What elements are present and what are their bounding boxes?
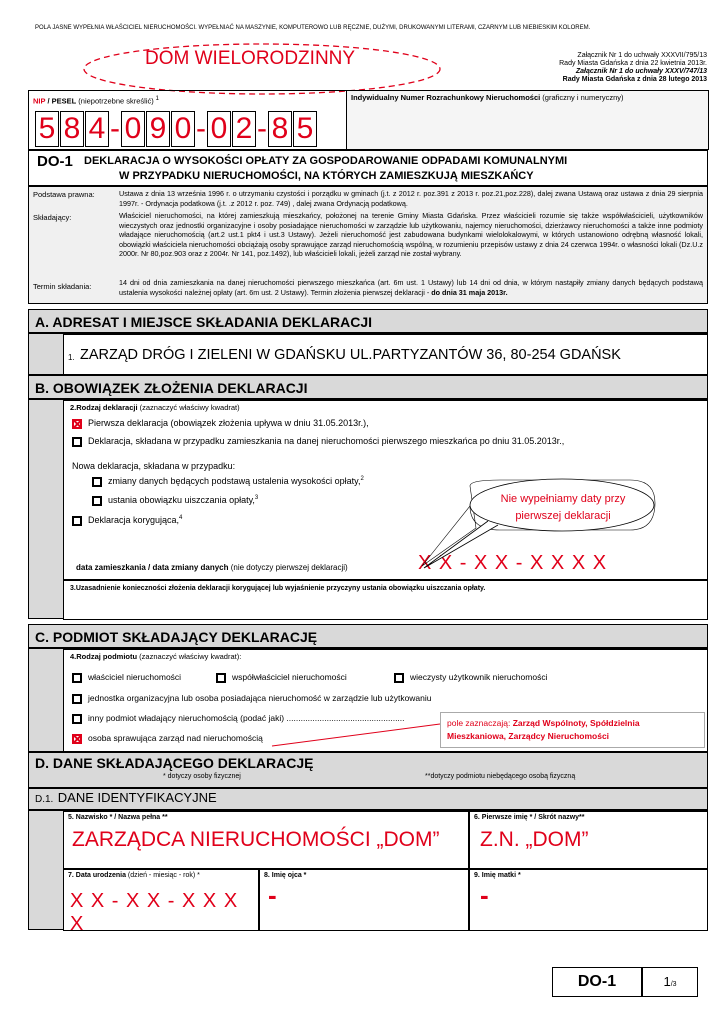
nip-digit: - bbox=[110, 112, 120, 145]
subsection-d1-title: DANE IDENTYFIKACYJNE bbox=[57, 790, 217, 805]
date-label: data zamieszkania / data zmiany danych (nie dotyczy pierwszej deklaracji) bbox=[76, 563, 348, 572]
nip-digit: 9 bbox=[146, 111, 170, 147]
entity-type-label: 4.Rodzaj podmiotu (zaznaczyć właściwy kwadrat): bbox=[70, 652, 242, 661]
option-property-manager[interactable]: osoba sprawująca zarząd nad nieruchomością bbox=[72, 733, 263, 744]
title-line2: W PRZYPADKU NIERUCHOMOŚCI, NA KTÓRYCH ZAMIESZKUJĄ MIESZKAŃCY bbox=[119, 170, 534, 182]
field-5-value: ZARZĄDCA NIERUCHOMOŚCI „DOM” bbox=[72, 828, 440, 851]
option-other-entity[interactable]: inny podmiot władający nieruchomością (podać jaki) .................................................. bbox=[72, 713, 405, 724]
deadline-label: Termin składania: bbox=[33, 282, 92, 291]
date-value: X X - X X - X X X X bbox=[418, 552, 608, 574]
checkbox-icon[interactable] bbox=[72, 516, 82, 526]
field-7-value: X X - X X - X X X X bbox=[70, 890, 239, 935]
option-first-declaration[interactable]: Pierwsza deklaracja (obowiązek złożenia upływa w dniu 31.05.2013r.), bbox=[72, 418, 369, 429]
subsection-d1-header bbox=[28, 788, 708, 810]
justification-field bbox=[63, 580, 708, 620]
section-d-title: D. DANE SKŁADAJĄCEGO DEKLARACJĘ bbox=[35, 755, 314, 771]
legal-block bbox=[28, 186, 708, 304]
attachment-line: Załącznik Nr 1 do uchwały XXXVII/795/13 bbox=[577, 52, 707, 59]
field-9-value: - bbox=[480, 880, 489, 910]
option-organizational-unit[interactable]: jednostka organizacyjna lub osoba posiadająca nieruchomość w zarządzie lub użytkowaniu bbox=[72, 693, 432, 704]
nip-digit: 8 bbox=[268, 111, 292, 147]
checkbox-checked-icon[interactable] bbox=[72, 419, 82, 429]
nip-digit: 0 bbox=[207, 111, 231, 147]
attachment-line: Załącznik Nr 1 do uchwały XXXV/747/13 bbox=[575, 68, 707, 75]
checkbox-checked-icon[interactable] bbox=[72, 734, 82, 744]
option-correction[interactable]: Deklaracja korygująca,$^4$ bbox=[72, 515, 182, 526]
checkbox-icon[interactable] bbox=[92, 477, 102, 487]
footer-code-box bbox=[552, 967, 642, 997]
title-code: DO-1 bbox=[37, 153, 73, 170]
field-6-first-name[interactable] bbox=[469, 811, 708, 869]
section-b-header: B. OBOWIĄZEK ZŁOŻENIA DEKLARACJI bbox=[28, 375, 708, 399]
field-8-father-name[interactable] bbox=[259, 869, 469, 931]
field-9-label: 9. Imię matki * bbox=[474, 872, 521, 879]
attachment-line: Rady Miasta Gdańska z dnia 22 kwietnia 2013r. bbox=[559, 60, 707, 67]
justification-label: 3.Uzasadnienie konieczności złożenia deklaracji korygującej lub wyjaśnienie przyczyny ustania obowiązku uiszczania opłaty. bbox=[70, 585, 486, 592]
attachments bbox=[559, 52, 707, 84]
nip-box bbox=[28, 90, 708, 150]
nip-digit: - bbox=[196, 112, 206, 145]
filer-text: Właściciel nieruchomości, na której zamieszkują mieszkańcy, położonej na terenie Gminy Miasta Gdańska. Przez właścicieli rozumie się także współwłaścicieli, użytkowników wieczystych oraz jednostki organizacyjne i osoby posiadające nieruchomości w zarządzie lub użytkowaniu, najemcy nieruchomości, dzierżawcy nieruchomości a także inne podmioty władające nieruchomością (art.2 ust.1 pkt4 i ust.3 Ustawy). Jeżeli nieruchomość jest zabudowana budynkami wielolokalowymi, w których ustanowiono odrębną własność lokali, obowiązki właściciela nieruchomości obciążają osoby sprawujące zarząd nieruchomością wspólną, w rozumieniu przepisów ustawy z dnia 24 czerwca 1994r. o własności lokali (Dz.U.z 2000r. Nr 80,poz.903 oraz z 2004r. Nr 141, poz.1492), lub właścicieli lokali, jeżeli zarząd nie został wybrany. bbox=[119, 211, 703, 258]
nip-digit: 4 bbox=[85, 111, 109, 147]
nip-label: NIP / PESEL (niepotrzebne skreślić) $^1$ bbox=[33, 95, 159, 106]
section-d-body bbox=[28, 810, 708, 935]
field-8-label: 8. Imię ojca * bbox=[264, 872, 307, 879]
basis-label: Podstawa prawna: bbox=[33, 190, 95, 199]
section-a-header: A. ADRESAT I MIEJSCE SKŁADANIA DEKLARACJI bbox=[28, 309, 708, 333]
nip-digit: 0 bbox=[171, 111, 195, 147]
checkbox-icon[interactable] bbox=[216, 673, 226, 683]
note-text: pole zaznaczają: Zarząd Wspólnoty, Spółdzielnia Mieszkaniowa, Zarządcy Nieruchomości bbox=[447, 718, 640, 741]
field-7-birth-date[interactable] bbox=[63, 869, 259, 935]
note-entity: **dotyczy podmiotu niebędącego osobą fizyczną bbox=[425, 773, 576, 780]
checkbox-icon[interactable] bbox=[92, 496, 102, 506]
field-5-surname[interactable] bbox=[63, 811, 469, 869]
basis-text: Ustawa z dnia 13 września 1996 r. o utrzymaniu czystości i porządku w gminach (j.t. z 2012 r. poz.391 z 2013 r. poz.21,poz.228), dalej zwana Ustawą oraz ustawa z dnia 29 sierpnia 1997r. - Ordynacja podatkowa (j.t. .z 2012 r. poz. 749) , dalej zwana Ordynacją podatkową. bbox=[119, 189, 703, 208]
nip-digit: 0 bbox=[121, 111, 145, 147]
declaration-title bbox=[28, 150, 708, 186]
declaration-type-label: 2.Rodzaj deklaracji (zaznaczyć właściwy kwadrat) bbox=[70, 403, 240, 412]
checkbox-icon[interactable] bbox=[72, 437, 82, 447]
section-c-header: C. PODMIOT SKŁADAJĄCY DEKLARACJĘ bbox=[28, 624, 708, 648]
addressee-num: 1. bbox=[68, 353, 75, 362]
nip-digit: - bbox=[257, 112, 267, 145]
field-6-label: 6. Pierwsze imię * / Skrót nazwy** bbox=[474, 814, 585, 821]
checkbox-icon[interactable] bbox=[72, 673, 82, 683]
section-a-body bbox=[28, 333, 708, 375]
new-declaration-label: Nowa deklaracja, składana w przypadku: bbox=[72, 461, 236, 471]
nip-digit: 2 bbox=[232, 111, 256, 147]
section-d-header bbox=[28, 752, 708, 788]
option-coowner[interactable]: współwłaściciel nieruchomości bbox=[216, 672, 347, 683]
footer-code: DO-1 bbox=[577, 973, 617, 990]
nip-digits bbox=[35, 111, 318, 147]
stamp-text: DOM WIELORODZINNY bbox=[145, 48, 356, 69]
field-6-value: Z.N. „DOM” bbox=[480, 828, 589, 851]
checkbox-icon[interactable] bbox=[72, 694, 82, 704]
bubble-text: Nie wypełniamy daty przy pierwszej deklaracji bbox=[500, 493, 626, 522]
deadline-text: 14 dni od dnia zamieszkania na danej nieruchomości pierwszego mieszkańca (art. 6m ust. 1 Ustawy) lub 14 dni od dnia, w którym nastąpiły zmiany danych będących podstawą ustalenia wysokości należnej opłaty (art. 6m ust. 2 Ustawy). Termin złożenia pierwszej deklaracji - do dnia 31 maja 2013r. bbox=[119, 278, 703, 297]
account-label: Indywidualny Numer Rozrachunkowy Nieruchomości (graficzny i numeryczny) bbox=[351, 93, 624, 102]
option-obligation-end[interactable]: ustania obowiązku uiszczania opłaty,$^3$ bbox=[92, 495, 258, 506]
nip-digit: 5 bbox=[293, 111, 317, 147]
addressee-field bbox=[63, 334, 708, 375]
note-box bbox=[440, 712, 705, 748]
option-perpetual-user[interactable]: wieczysty użytkownik nieruchomości bbox=[394, 672, 547, 683]
note-physical: * dotyczy osoby fizycznej bbox=[163, 773, 241, 780]
option-data-change[interactable]: zmiany danych będących podstawą ustalenia wysokości opłaty,$^2$ bbox=[92, 476, 364, 487]
subsection-d1-num: D.1. bbox=[35, 794, 54, 805]
addressee-text: ZARZĄD DRÓG I ZIELENI W GDAŃSKU UL.PARTYZANTÓW 36, 80-254 GDAŃSK bbox=[80, 347, 621, 363]
checkbox-icon[interactable] bbox=[72, 714, 82, 724]
nip-digit: 8 bbox=[60, 111, 84, 147]
field-8-value: - bbox=[268, 880, 277, 910]
nip-digit: 5 bbox=[35, 111, 59, 147]
field-5-label: 5. Nazwisko * / Nazwa pełna ** bbox=[68, 814, 168, 821]
attachment-line: Rady Miasta Gdańska z dnia 28 lutego 2013 bbox=[562, 76, 707, 83]
option-owner[interactable]: właściciel nieruchomości bbox=[72, 672, 181, 683]
footer-page: 1/3 bbox=[663, 974, 677, 989]
top-instruction: POLA JASNE WYPEŁNIA WŁAŚCICIEL NIERUCHOMOŚCI. WYPEŁNIAĆ NA MASZYNIE, KOMPUTEROWO LUB RĘCZNIE, DUŻYMI, DRUKOWANYMI LITERAMI, CZARNYM LUB NIEBIESKIM KOLOREM. bbox=[35, 25, 591, 31]
title-line1: DEKLARACJA O WYSOKOŚCI OPŁATY ZA GOSPODAROWANIE ODPADAMI KOMUNALNYMI bbox=[84, 155, 568, 167]
account-box bbox=[346, 90, 709, 150]
footer-page-box bbox=[642, 967, 698, 997]
field-7-label: 7. Data urodzenia (dzień - miesiąc - rok) * bbox=[68, 872, 200, 879]
filer-label: Składający: bbox=[33, 213, 72, 222]
checkbox-icon[interactable] bbox=[394, 673, 404, 683]
option-move-in-declaration[interactable]: Deklaracja, składana w przypadku zamieszkania na danej nieruchomości pierwszego mieszkańca po dniu 31.05.2013r., bbox=[72, 436, 564, 447]
field-9-mother-name[interactable] bbox=[469, 869, 708, 931]
